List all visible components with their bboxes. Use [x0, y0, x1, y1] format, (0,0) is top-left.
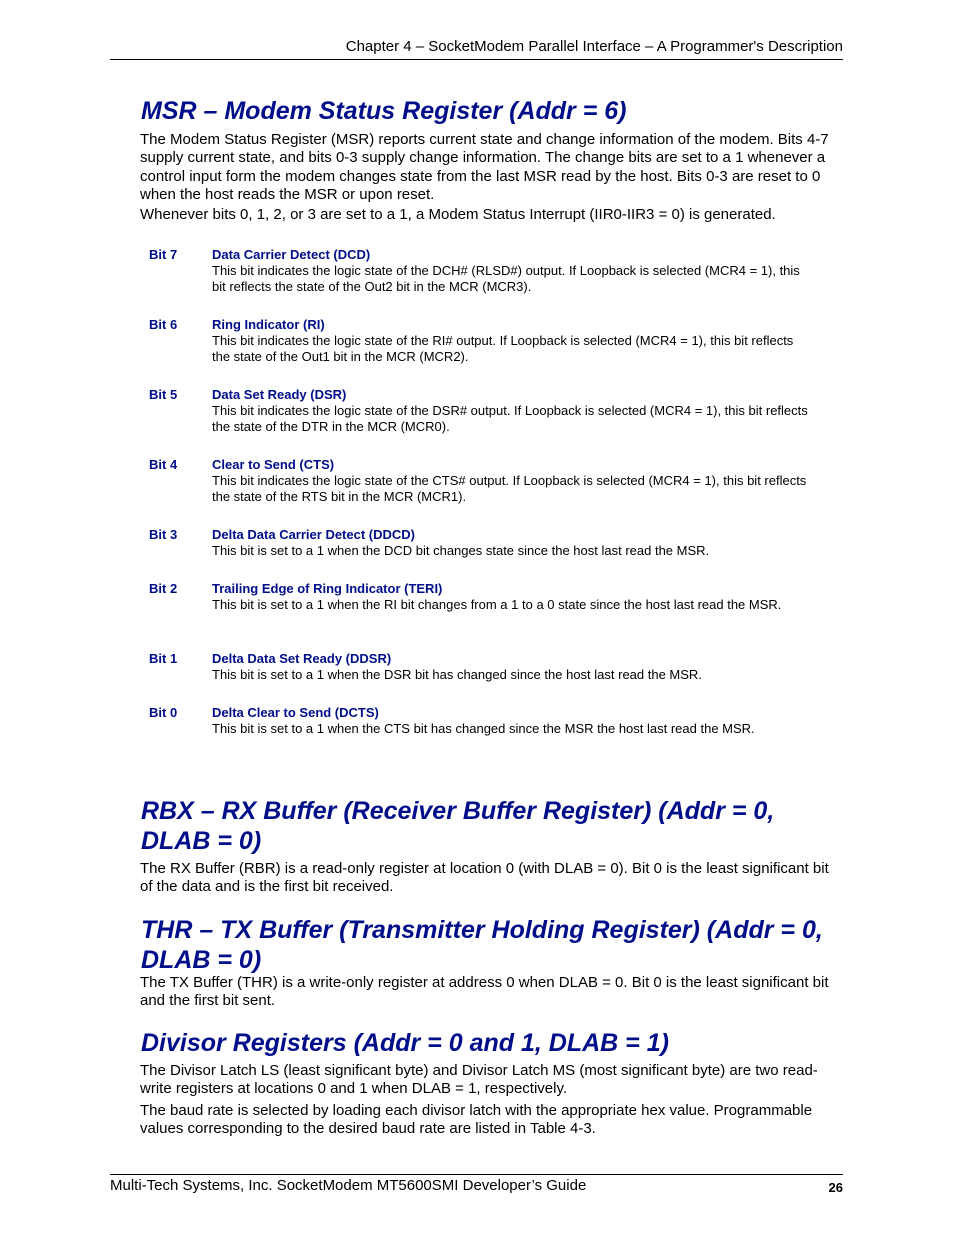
bit-number: Bit 5 [149, 387, 178, 402]
bit-number: Bit 4 [149, 457, 178, 472]
chapter-title: Chapter 4 – SocketModem Parallel Interface – A Programmer's Description [345, 38, 843, 55]
bit-description: This bit is set to a 1 when the CTS bit has changed since the MSR the host last read the MSR. [212, 721, 755, 736]
bit-number: Bit 3 [149, 527, 178, 542]
bit-description: This bit indicates the logic state of the DCH# (RLSD#) output. If Loopback is selected (MCR4 = 1), this bit reflects the state of the Out2 bit in the MCR (MCR3). [212, 263, 800, 294]
thr-heading: THR – TX Buffer (Transmitter Holding Register) (Addr = 0, DLAB = 0) [141, 916, 823, 974]
bit-title: Trailing Edge of Ring Indicator (TERI) [212, 581, 443, 596]
bit-number: Bit 1 [149, 651, 178, 666]
page-header [110, 38, 843, 60]
bit-title: Data Carrier Detect (DCD) [212, 247, 371, 262]
msr-intro-paragraph: The Modem Status Register (MSR) reports current state and change information of the modem. Bits 4-7 supply current state, and bits 0-3 supply change information. The change bits are set to a 1 whenever a control input form the modem changes state from the last MSR read by the host. Bits 0-3 are reset to 0 when the host reads the MSR or upon reset. [140, 131, 829, 204]
divisor-heading: Divisor Registers (Addr = 0 and 1, DLAB = 1) [141, 1029, 669, 1057]
page-number: 26 [828, 1180, 843, 1195]
divisor-paragraph-2: The baud rate is selected by loading each divisor latch with the appropriate hex value. Programmable values corresponding to the desired baud rate are listed in Table 4-3. [140, 1102, 813, 1138]
bit-description: This bit is set to a 1 when the DCD bit changes state since the host last read the MSR. [212, 543, 710, 558]
bit-title: Delta Clear to Send (DCTS) [212, 705, 379, 720]
thr-paragraph: The TX Buffer (THR) is a write-only register at address 0 when DLAB = 0. Bit 0 is the least significant bit and the first bit sent. [140, 974, 829, 1010]
bit-number: Bit 0 [149, 705, 178, 720]
bit-title: Ring Indicator (RI) [212, 317, 325, 332]
bit-number: Bit 7 [149, 247, 178, 262]
bit-description: This bit is set to a 1 when the RI bit changes from a 1 to a 0 state since the host last read the MSR. [212, 597, 782, 612]
footer-text: Multi-Tech Systems, Inc. SocketModem MT5600SMI Developer’s Guide [110, 1177, 587, 1194]
bit-title: Clear to Send (CTS) [212, 457, 335, 472]
bit-title: Delta Data Set Ready (DDSR) [212, 651, 392, 666]
bit-description: This bit indicates the logic state of the CTS# output. If Loopback is selected (MCR4 = 1), this bit reflects the state of the RTS bit in the MCR (MCR1). [212, 473, 807, 504]
bit-description: This bit indicates the logic state of the DSR# output. If Loopback is selected (MCR4 = 1), this bit reflects the state of the DTR in the MCR (MCR0). [212, 403, 808, 434]
msr-interrupt-paragraph: Whenever bits 0, 1, 2, or 3 are set to a 1, a Modem Status Interrupt (IIR0-IIR3 = 0) is generated. [140, 206, 776, 223]
bit-title: Data Set Ready (DSR) [212, 387, 347, 402]
divisor-paragraph-1: The Divisor Latch LS (least significant byte) and Divisor Latch MS (most significant byte) are two read-write registers at locations 0 and 1 when DLAB = 1, respectively. [140, 1062, 818, 1098]
bit-description: This bit indicates the logic state of the RI# output. If Loopback is selected (MCR4 = 1), this bit reflects the state of the Out1 bit in the MCR (MCR2). [212, 333, 794, 364]
footer-divider [110, 1174, 843, 1175]
rbx-heading: RBX – RX Buffer (Receiver Buffer Register) (Addr = 0, DLAB = 0) [141, 797, 775, 855]
bit-number: Bit 6 [149, 317, 178, 332]
bit-description: This bit is set to a 1 when the DSR bit has changed since the host last read the MSR. [212, 667, 702, 682]
rbx-paragraph: The RX Buffer (RBR) is a read-only register at location 0 (with DLAB = 0). Bit 0 is the least significant bit of the data and is the first bit received. [140, 860, 829, 896]
bit-number: Bit 2 [149, 581, 178, 596]
bit-title: Delta Data Carrier Detect (DDCD) [212, 527, 415, 542]
msr-heading: MSR – Modem Status Register (Addr = 6) [141, 97, 627, 125]
